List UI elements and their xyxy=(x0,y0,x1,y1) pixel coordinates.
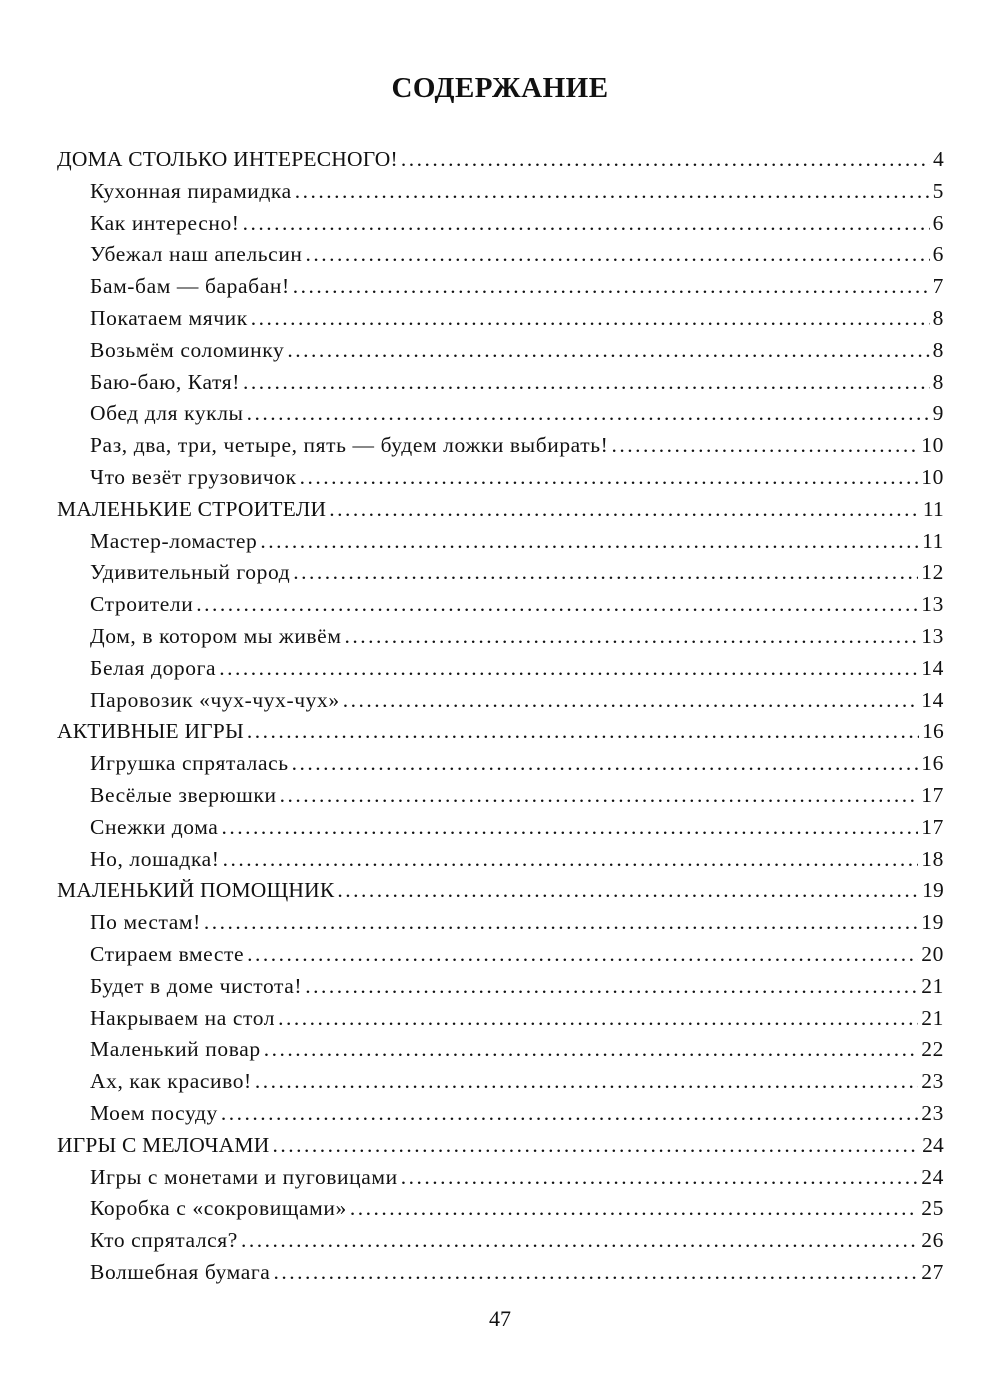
toc-page-number: 16 xyxy=(922,719,944,744)
toc-item-row xyxy=(57,748,944,780)
toc-page-number: 25 xyxy=(921,1196,944,1221)
toc-page-number: 12 xyxy=(921,560,944,585)
toc-item-row xyxy=(57,1257,944,1289)
toc-entry-title: Волшебная бумага xyxy=(90,1259,271,1284)
dot-leader xyxy=(345,621,919,653)
dot-leader xyxy=(247,939,918,971)
toc-item-row xyxy=(57,271,944,303)
toc-entry-title: Баю-баю, Катя! xyxy=(90,369,241,394)
toc-entry-title: Паровозик «чух-чух-чух» xyxy=(90,687,340,712)
toc-entry-title: Кто спрятался? xyxy=(90,1228,238,1253)
toc-page-number: 19 xyxy=(921,910,944,935)
dot-leader xyxy=(264,1034,919,1066)
toc-entry-title: Удивительный город xyxy=(90,560,291,585)
toc-page-number: 17 xyxy=(921,814,944,839)
toc-page-number: 27 xyxy=(921,1259,944,1284)
toc-entry-title: По местам! xyxy=(90,910,201,935)
dot-leader xyxy=(247,398,930,430)
toc-item-row xyxy=(57,398,944,430)
dot-leader xyxy=(292,748,919,780)
dot-leader xyxy=(273,1257,918,1289)
toc-page-number: 21 xyxy=(921,1005,944,1030)
toc-entry-title: МАЛЕНЬКИЕ СТРОИТЕЛИ xyxy=(57,496,327,521)
dot-leader xyxy=(611,430,918,462)
toc-item-row xyxy=(57,844,944,876)
toc-entry-title: Белая дорога xyxy=(90,655,217,680)
toc-item-row xyxy=(57,462,944,494)
toc-item-row xyxy=(57,1066,944,1098)
toc-page-number: 23 xyxy=(921,1100,944,1125)
toc-page-number: 24 xyxy=(922,1132,944,1157)
toc-entry-title: Кухонная пирамидка xyxy=(90,178,292,203)
toc-entry-title: Игрушка спряталась xyxy=(90,751,289,776)
toc-page-number: 18 xyxy=(921,846,944,871)
toc-item-row xyxy=(57,1193,944,1225)
toc-entry-title: Убежал наш апельсин xyxy=(90,242,303,267)
toc-item-row xyxy=(57,939,944,971)
toc-item-row xyxy=(57,971,944,1003)
toc-page-number: 14 xyxy=(921,687,944,712)
toc-entry-title: Стираем вместе xyxy=(90,941,245,966)
toc-item-row xyxy=(57,1162,944,1194)
dot-leader xyxy=(243,367,930,399)
dot-leader xyxy=(255,1066,918,1098)
toc-item-row xyxy=(57,1003,944,1035)
toc-page-number: 24 xyxy=(921,1164,944,1189)
dot-leader xyxy=(243,208,930,240)
toc-item-row xyxy=(57,653,944,685)
toc-entry-title: Ах, как красиво! xyxy=(90,1069,252,1094)
table-of-contents xyxy=(57,144,944,1289)
toc-page-number: 16 xyxy=(921,751,944,776)
dot-leader xyxy=(293,271,930,303)
toc-entry-title: АКТИВНЫЕ ИГРЫ xyxy=(57,719,244,744)
toc-item-row xyxy=(57,812,944,844)
toc-entry-title: Бам-бам — барабан! xyxy=(90,274,290,299)
toc-item-row xyxy=(57,303,944,335)
dot-leader xyxy=(401,1162,919,1194)
toc-entry-title: Раз, два, три, четыре, пять — будем ложки выбирать! xyxy=(90,433,609,458)
dot-leader xyxy=(337,875,919,907)
toc-section-row xyxy=(57,144,944,176)
toc-page-number: 8 xyxy=(932,369,944,394)
toc-item-row xyxy=(57,557,944,589)
toc-page-number: 11 xyxy=(922,496,944,521)
toc-entry-title: Что везёт грузовичок xyxy=(90,464,297,489)
toc-page-number: 10 xyxy=(921,464,944,489)
toc-item-row xyxy=(57,430,944,462)
toc-page-number: 7 xyxy=(932,274,944,299)
toc-page-number: 26 xyxy=(921,1228,944,1253)
toc-entry-title: Моем посуду xyxy=(90,1100,218,1125)
page-title: СОДЕРЖАНИЕ xyxy=(391,72,609,104)
dot-leader xyxy=(293,557,918,589)
page-number: 47 xyxy=(489,1306,511,1331)
toc-page-number: 5 xyxy=(932,178,944,203)
toc-item-row xyxy=(57,685,944,717)
toc-item-row xyxy=(57,208,944,240)
dot-leader xyxy=(280,780,919,812)
toc-entry-title: Накрываем на стол xyxy=(90,1005,276,1030)
dot-leader xyxy=(300,462,919,494)
toc-item-row xyxy=(57,1225,944,1257)
toc-page-number: 21 xyxy=(921,973,944,998)
toc-entry-title: ДОМА СТОЛЬКО ИНТЕРЕСНОГО! xyxy=(57,147,398,171)
dot-leader xyxy=(305,971,918,1003)
dot-leader xyxy=(221,812,918,844)
toc-page-number: 13 xyxy=(921,623,944,648)
dot-leader xyxy=(343,685,919,717)
toc-item-row xyxy=(57,335,944,367)
toc-entry-title: Дом, в котором мы живём xyxy=(90,623,342,648)
toc-entry-title: Как интересно! xyxy=(90,210,240,235)
dot-leader xyxy=(221,1098,918,1130)
toc-page-number: 4 xyxy=(933,147,944,171)
toc-page-number: 6 xyxy=(932,210,944,235)
toc-page-number: 8 xyxy=(932,305,944,330)
toc-item-row xyxy=(57,176,944,208)
toc-item-row xyxy=(57,1034,944,1066)
toc-page-number: 17 xyxy=(921,782,944,807)
dot-leader xyxy=(306,239,930,271)
toc-entry-title: Строители xyxy=(90,592,194,617)
dot-leader xyxy=(223,844,919,876)
dot-leader xyxy=(219,653,918,685)
toc-entry-title: Коробка с «сокровищами» xyxy=(90,1196,347,1221)
dot-leader xyxy=(241,1225,918,1257)
toc-entry-title: Обед для куклы xyxy=(90,401,244,426)
toc-entry-title: Покатаем мячик xyxy=(90,305,248,330)
toc-entry-title: МАЛЕНЬКИЙ ПОМОЩНИК xyxy=(57,878,335,903)
dot-leader xyxy=(272,1130,919,1162)
toc-section-row xyxy=(57,1130,944,1162)
toc-page-number: 19 xyxy=(922,878,944,903)
dot-leader xyxy=(401,144,930,176)
toc-page-number: 10 xyxy=(921,433,944,458)
toc-entry-title: Игры с монетами и пуговицами xyxy=(90,1164,398,1189)
toc-page-number: 8 xyxy=(932,337,944,362)
toc-entry-title: Возьмём соломинку xyxy=(90,337,285,362)
dot-leader xyxy=(295,176,930,208)
toc-entry-title: Снежки дома xyxy=(90,814,219,839)
toc-entry-title: Весёлые зверюшки xyxy=(90,782,277,807)
dot-leader xyxy=(260,526,919,558)
toc-page-number: 9 xyxy=(932,401,944,426)
dot-leader xyxy=(247,716,919,748)
toc-item-row xyxy=(57,621,944,653)
toc-page-number: 11 xyxy=(922,528,944,553)
toc-page-number: 22 xyxy=(921,1037,944,1062)
dot-leader xyxy=(329,494,920,526)
toc-item-row xyxy=(57,367,944,399)
toc-page-number: 20 xyxy=(921,941,944,966)
dot-leader xyxy=(196,589,918,621)
dot-leader xyxy=(251,303,930,335)
toc-item-row xyxy=(57,1098,944,1130)
dot-leader xyxy=(278,1003,918,1035)
toc-item-row xyxy=(57,526,944,558)
toc-item-row xyxy=(57,239,944,271)
toc-item-row xyxy=(57,780,944,812)
toc-page-number: 13 xyxy=(921,592,944,617)
toc-entry-title: Мастер-ломастер xyxy=(90,528,258,553)
toc-section-row xyxy=(57,494,944,526)
toc-page-number: 23 xyxy=(921,1069,944,1094)
dot-leader xyxy=(350,1193,918,1225)
toc-page-number: 6 xyxy=(932,242,944,267)
toc-section-row xyxy=(57,716,944,748)
toc-page-number: 14 xyxy=(921,655,944,680)
toc-item-row xyxy=(57,907,944,939)
dot-leader xyxy=(204,907,918,939)
dot-leader xyxy=(287,335,929,367)
toc-entry-title: Но, лошадка! xyxy=(90,846,220,871)
toc-item-row xyxy=(57,589,944,621)
toc-section-row xyxy=(57,875,944,907)
toc-entry-title: Будет в доме чистота! xyxy=(90,973,303,998)
toc-entry-title: ИГРЫ С МЕЛОЧАМИ xyxy=(57,1132,270,1157)
toc-entry-title: Маленький повар xyxy=(90,1037,261,1062)
